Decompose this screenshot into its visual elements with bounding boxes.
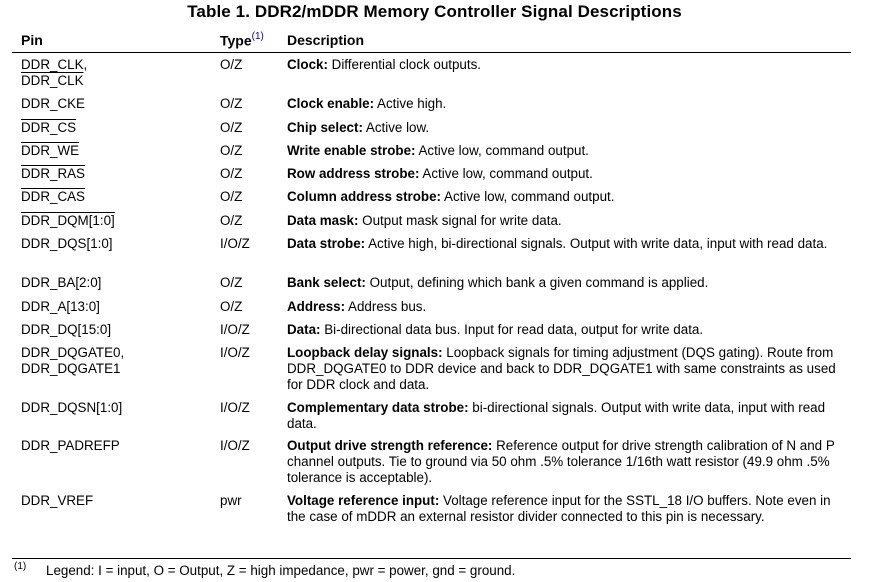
description-text: Voltage reference input for the SSTL_18 I/O buffers. Note even in the case of mDDR an external resistor divider connected to this pin is necessary. [287,493,831,524]
pin-name-overlined: DDR_WE [21,143,80,158]
description-cell [287,345,849,393]
pin-name-overlined: DDR_CLK [21,73,84,88]
type-cell: O/Z [220,120,243,135]
description-term: Address: [287,299,346,314]
description-text: Bi-directional data bus. Input for read data, output for write data. [320,322,704,337]
description-term: Data strobe: [287,236,366,251]
pin-name: DDR_DQGATE1 [21,361,121,376]
pin-cell [21,236,211,252]
description-term: Write enable strobe: [287,143,416,158]
description-text: Differential clock outputs. [327,57,482,72]
description-text: Active low, command output. [419,166,593,181]
pin-cell [21,322,211,338]
pin-name-overlined: DDR_RAS [21,166,85,181]
description-term: Row address strobe: [287,166,420,181]
type-cell: O/Z [220,213,243,228]
type-cell: O/Z [220,299,243,314]
pin-cell [21,96,211,112]
footnote-mark: (1) [14,561,27,572]
description-cell [287,143,849,159]
pin-name: DDR_DQ[15:0] [21,322,112,337]
description-cell [287,96,849,112]
description-text: Output mask signal for write data. [358,213,562,228]
header-type-label: Type [220,32,252,49]
description-cell [287,120,849,136]
table-title: Table 1. DDR2/mDDR Memory Controller Signal Descriptions [187,2,682,21]
pin-cell [21,143,211,159]
description-cell [287,275,849,291]
description-cell [287,189,849,205]
type-cell: O/Z [220,166,243,181]
pin-name: DDR_CKE [21,96,85,111]
pin-name [21,166,211,182]
pin-name [21,189,211,205]
pin-name-overlined: DDR_CS [21,120,77,135]
header-type-footnote-link[interactable]: (1) [251,31,264,42]
type-cell: O/Z [220,189,243,204]
footer-rule [12,558,851,559]
description-term: Voltage reference input: [287,493,440,508]
description-term: Clock enable: [287,96,375,111]
description-text: Address bus. [345,299,427,314]
description-term: Chip select: [287,120,363,135]
pin-cell [21,120,211,136]
description-cell [287,322,849,338]
pin-cell [21,493,211,509]
pin-name: DDR_BA[2:0] [21,275,102,290]
description-term: Data mask: [287,213,359,228]
pin-cell [21,166,211,182]
type-cell: O/Z [220,57,243,72]
description-text: Output, defining which bank a given command is applied. [365,275,709,290]
footnote-text: Legend: I = input, O = Output, Z = high impedance, pwr = power, gnd = ground. [46,563,516,578]
description-text: Active high, bi-directional signals. Output with write data, input with read data. [365,236,828,251]
pin-name-overlined: DDR_CAS [21,189,85,204]
description-cell [287,438,849,486]
description-cell [287,236,849,252]
type-cell: O/Z [220,275,243,290]
type-cell: I/O/Z [220,400,250,415]
pin-cell [21,299,211,315]
pin-name: DDR_A[13:0] [21,299,100,314]
header-type [220,32,264,49]
description-cell [287,400,849,432]
description-term: Clock: [287,57,328,72]
pin-name [21,120,211,136]
pin-name: DDR_DQSN[1:0] [21,400,123,415]
description-text: Active low. [362,120,430,135]
description-term: Data: [287,322,321,337]
header-description: Description [287,32,365,48]
pin-cell [21,57,211,89]
type-cell: I/O/Z [220,438,250,453]
pin-cell [21,438,211,454]
pin-name [21,73,211,89]
pin-name: DDR_DQGATE0, [21,345,125,360]
pin-name [21,143,211,159]
type-cell: pwr [220,493,242,508]
description-term: Complementary data strobe: [287,400,469,415]
description-text: Reference output for drive strength calibration of N and P channel outputs. Tie to ground via 50 ohm .5% tolerance 1/16th watt resistor (49.9 ohm .5% tolerance is acceptable). [287,438,835,485]
type-cell: O/Z [220,143,243,158]
type-cell: I/O/Z [220,322,250,337]
header-pin: Pin [21,32,43,48]
description-cell [287,166,849,182]
description-term: Column address strobe: [287,189,442,204]
description-term: Bank select: [287,275,366,290]
description-text: Active low, command output. [415,143,589,158]
description-text: Loopback signals for timing adjustment (DQS gating). Route from DDR_DQGATE0 to DDR device and back to DDR_DQGATE1 with same constraints as used for DDR clock and data. [287,345,836,392]
type-cell: I/O/Z [220,345,250,360]
pin-cell [21,213,211,229]
type-cell: I/O/Z [220,236,250,251]
description-text: bi-directional signals. Output with write data, input with read data. [287,400,826,431]
pin-name: DDR_CLK, [21,57,88,72]
description-text: Active low, command output. [441,189,615,204]
description-term: Loopback delay signals: [287,345,443,360]
description-term: Output drive strength reference: [287,438,493,453]
pin-cell [21,400,211,416]
description-cell [287,299,849,315]
pin-name: DDR_PADREFP [21,438,120,453]
pin-name [21,213,211,229]
type-cell: O/Z [220,96,243,111]
description-cell [287,493,849,525]
pin-cell [21,345,211,377]
description-cell [287,213,849,229]
pin-name: DDR_DQS[1:0] [21,236,113,251]
description-text: Active high. [374,96,447,111]
description-cell [287,57,849,73]
pin-name-overlined: DDR_DQM[1:0] [21,213,115,228]
pin-name: DDR_VREF [21,493,94,508]
header-rule [12,52,851,53]
pin-cell [21,275,211,291]
pin-cell [21,189,211,205]
